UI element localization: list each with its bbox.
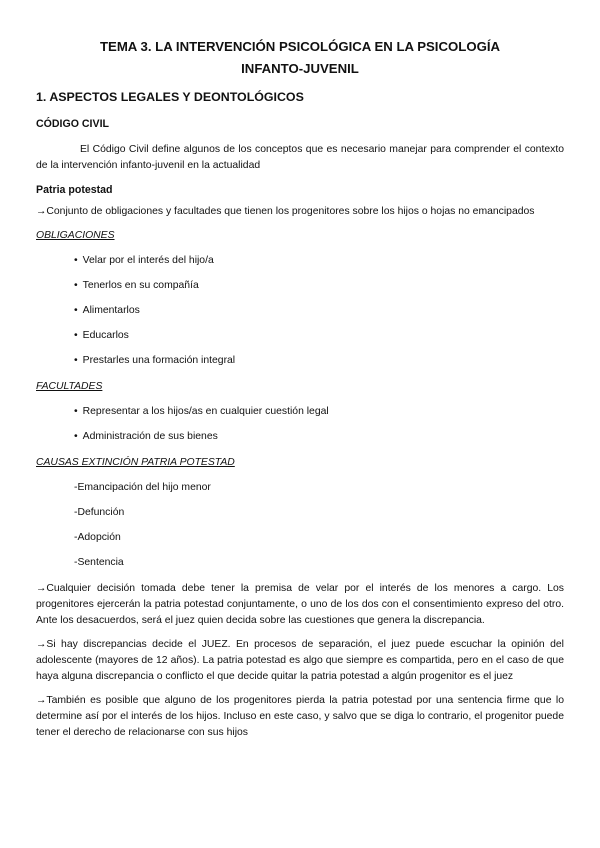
list-item: -Emancipación del hijo menor bbox=[74, 482, 211, 493]
patria-potestad-definition: →Conjunto de obligaciones y facultades que tienen los progenitores sobre los hijos o hojas no emancipados bbox=[36, 206, 535, 217]
causas-heading: CAUSAS EXTINCIÓN PATRIA POTESTAD bbox=[36, 457, 235, 468]
paragraph-decisiones: →Cualquier decisión tomada debe tener la premisa de velar por el interés de los menores a cargo. Los progenitores ejercerán la patria potestad conjuntamente, o uno de los dos con el consentimiento expreso del otro. Ante los desacuerdos, será el juez quien decida sobre las cuestiones que genera la discrepancia. bbox=[36, 583, 564, 626]
causas-list bbox=[36, 480, 564, 571]
list-item: • Representar a los hijos/as en cualquier cuestión legal bbox=[74, 404, 564, 420]
facultades-heading: FACULTADES bbox=[36, 381, 103, 392]
paragraph-discrepancias: →Si hay discrepancias decide el JUEZ. En procesos de separación, el juez puede escuchar la opinión del adolescente (mayores de 12 años). La patria potestad es algo que siempre es compartida, pero en el caso de que haya alguna discrepancia o conflicto el que decide quitar la patria potestad a algún progenitor es el juez bbox=[36, 639, 564, 682]
list-item: -Adopción bbox=[74, 532, 121, 543]
section-heading: 1. ASPECTOS LEGALES Y DEONTOLÓGICOS bbox=[36, 90, 304, 104]
list-item: • Educarlos bbox=[74, 328, 564, 344]
list-item: • Administración de sus bienes bbox=[74, 429, 564, 445]
patria-potestad-heading: Patria potestad bbox=[36, 184, 113, 196]
list-item: • Alimentarlos bbox=[74, 303, 564, 319]
obligaciones-heading: OBLIGACIONES bbox=[36, 230, 115, 241]
codigo-civil-heading: CÓDIGO CIVIL bbox=[36, 118, 109, 130]
list-item: • Velar por el interés del hijo/a bbox=[74, 253, 564, 269]
facultades-list bbox=[36, 404, 564, 445]
list-item: • Tenerlos en su compañía bbox=[74, 278, 564, 294]
obligaciones-list bbox=[36, 253, 564, 369]
list-item: • Prestarles una formación integral bbox=[74, 353, 564, 369]
list-item: -Defunción bbox=[74, 507, 125, 518]
paragraph-sentencia: →También es posible que alguno de los progenitores pierda la patria potestad por una sentencia firme que lo determine así por el interés de los hijos. Incluso en este caso, y salvo que se diga lo contrario, el progenitor puede tener el derecho de relacionarse con sus hijos bbox=[36, 695, 564, 738]
list-item: -Sentencia bbox=[74, 557, 124, 568]
document-title: TEMA 3. LA INTERVENCIÓN PSICOLÓGICA EN LA PSICOLOGÍA INFANTO-JUVENIL bbox=[99, 39, 501, 76]
codigo-civil-paragraph: El Código Civil define algunos de los conceptos que es necesario manejar para comprender el contexto de la intervención infanto-juvenil en la actualidad bbox=[36, 144, 564, 171]
